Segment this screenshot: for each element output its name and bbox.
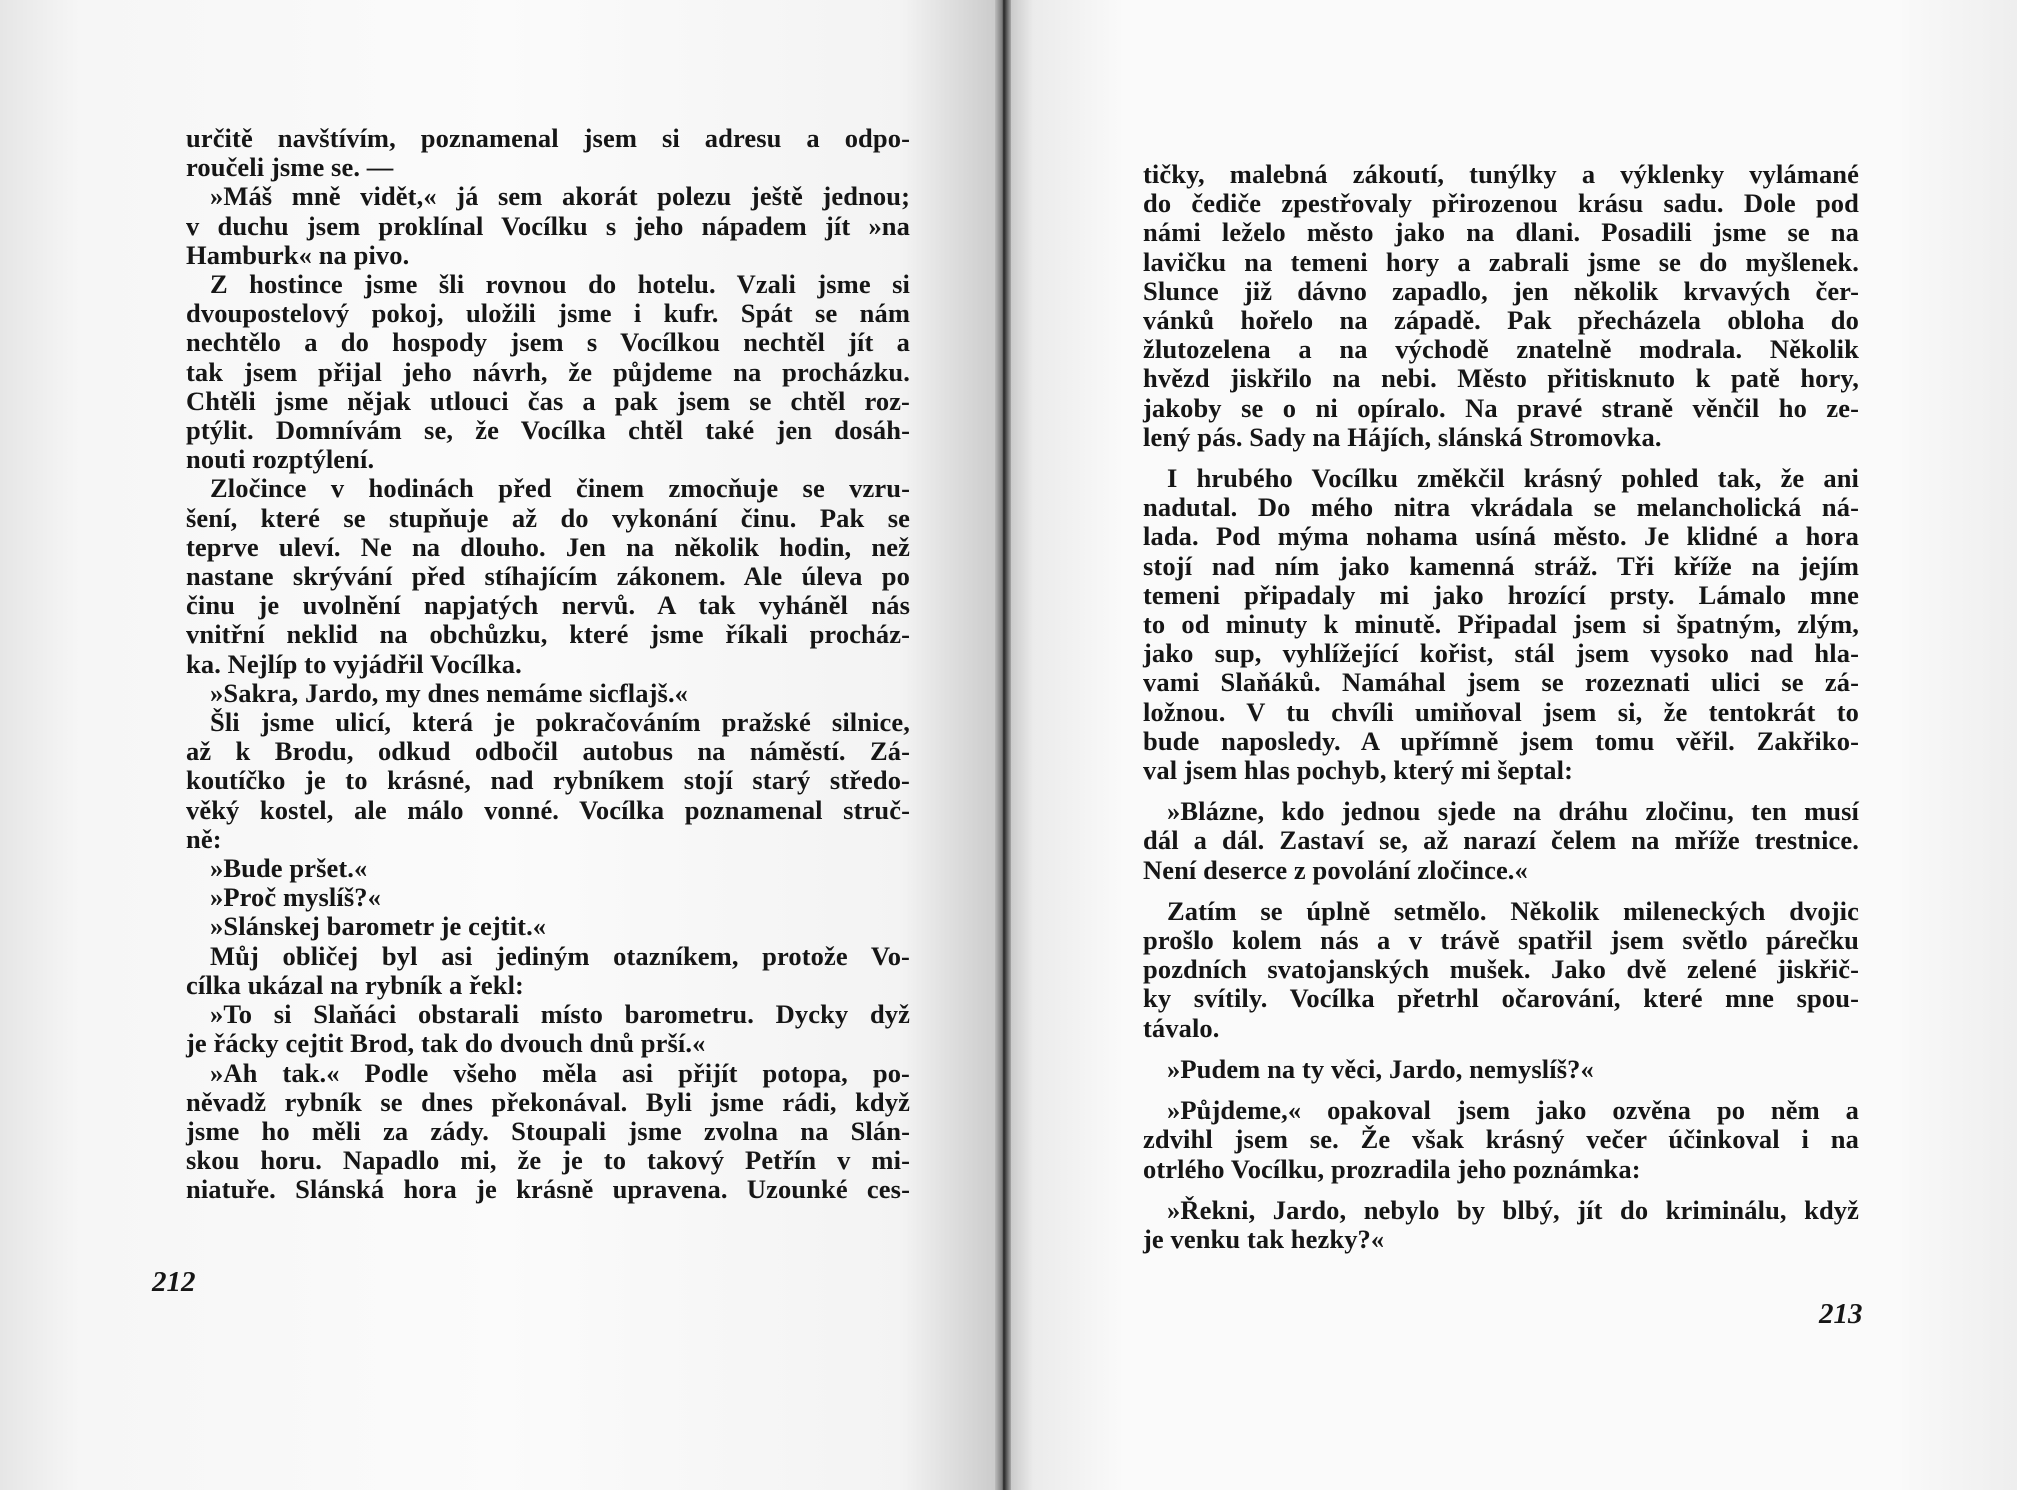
text-line: jsme ho měli za zády. Stoupali jsme zvolna na Slán- <box>186 1115 910 1146</box>
text-line: »Půjdeme,« opakoval jsem jako ozvěna po něm a <box>1167 1095 1859 1126</box>
text-line: lený pás. Sady na Hájích, slánská Stromovka. <box>1143 421 1662 452</box>
text-line: šení, které se stupňuje až do vykonání činu. Pak se <box>186 502 910 533</box>
text-line: skou horu. Napadlo mi, že je to takový Petřín v mi- <box>186 1145 910 1176</box>
text-line: »Bude pršet.« <box>210 853 368 884</box>
text-line: val jsem hlas pochyb, který mi šeptal: <box>1143 755 1573 786</box>
text-line: Šli jsme ulicí, která je pokračováním pražské silnice, <box>210 707 910 738</box>
text-line: »Pudem na ty věci, Jardo, nemyslíš?« <box>1167 1053 1594 1084</box>
text-line: bude naposledy. A upřímně jsem tomu věřil. Zakřiko- <box>1143 725 1859 756</box>
text-line: vánků hořelo na západě. Pak přecházela obloha do <box>1143 305 1859 336</box>
text-line: ka. Nejlíp to vyjádřil Vocílka. <box>186 648 522 679</box>
text-line: »To si Slaňáci obstarali místo barometru. Dycky dyž <box>210 999 910 1030</box>
text-line: lavičku na temeni hory a zabrali jsme se do myšlenek. <box>1143 246 1859 277</box>
text-line: je řácky cejtit Brod, tak do dvouch dnů prší.« <box>186 1028 706 1059</box>
book-gutter <box>995 0 1011 1490</box>
text-line: námi leželo město jako na dlani. Posadili jsme se na <box>1143 217 1859 248</box>
text-line: dál a dál. Zastaví se, až narazí čelem na mříže trestnice. <box>1143 825 1859 856</box>
text-line: temeni připadaly mi jako hrozící prsty. Lámalo mne <box>1143 579 1859 610</box>
text-line: nastane skrývání před stíhajícím zákonem. Ale úleva po <box>186 561 910 592</box>
text-line: Zločince v hodinách před činem zmocňuje se vzru- <box>210 473 910 504</box>
text-line: pozdních svatojanských mušek. Jako dvě zelené jiskřič- <box>1143 954 1859 985</box>
text-line: dvoupostelový pokoj, uložili jsme i kufr. Spát se nám <box>186 298 910 329</box>
text-line: Není deserce z povolání zločince.« <box>1143 854 1528 885</box>
text-line: jakoby se o ni opíralo. Na pravé straně věnčil ho ze- <box>1143 392 1859 423</box>
text-line: »Blázne, kdo jednou sjede na dráhu zločinu, ten musí <box>1167 796 1859 827</box>
text-line: nouti rozptýlení. <box>186 444 375 475</box>
text-line: ložnou. V tu chvíli umiňoval jsem si, že tentokrát to <box>1143 696 1859 727</box>
text-line: nechtělo a do hospody jsem s Vocílkou nechtěl jít a <box>186 327 910 358</box>
text-line: vami Slaňáků. Namáhal jsem se rozeznati ulici se zá- <box>1143 667 1859 698</box>
text-line: roučeli jsme se. — <box>186 152 394 183</box>
text-line: »Máš mně vidět,« já sem akorát polezu ještě jednou; <box>210 181 910 212</box>
right-page-text <box>1143 160 1859 1254</box>
text-line: činu je uvolnění napjatých nervů. A tak vyháněl nás <box>186 590 910 621</box>
text-line: zdvihl jsem se. Že však krásný večer účinkoval i na <box>1143 1124 1859 1155</box>
text-line: »Ah tak.« Podle všeho měla asi přijít potopa, po- <box>210 1057 910 1088</box>
text-line: Hamburk« na pivo. <box>186 239 410 270</box>
left-page-text <box>186 124 910 1205</box>
text-line: až k Brodu, odkud odbočil autobus na náměstí. Zá- <box>186 736 910 767</box>
text-line: nadutal. Do mého nitra vkrádala se melancholická ná- <box>1143 492 1859 523</box>
text-line: »Slánskej barometr je cejtit.« <box>210 911 547 942</box>
text-line: ptýlit. Domnívám se, že Vocílka chtěl také jen dosáh- <box>186 415 910 446</box>
text-line: teprve uleví. Ne na dlouho. Jen na několik hodin, než <box>186 531 910 562</box>
right-page <box>1003 0 2017 1490</box>
left-page <box>0 0 1003 1490</box>
text-line: v duchu jsem proklínal Vocílku s jeho nápadem jít »na <box>186 210 910 241</box>
text-line: něvadž rybník se dnes překonával. Byli jsme rádi, když <box>186 1086 910 1117</box>
text-line: stojí nad ním jako kamenná stráž. Tři kříže na jejím <box>1143 550 1859 581</box>
text-line: to od minuty k minutě. Připadal jsem si špatným, zlým, <box>1143 609 1859 640</box>
page-number: 213 <box>1819 1298 1863 1330</box>
text-line: ky svítily. Vocílka přetrhl očarování, které mne spou- <box>1143 983 1859 1014</box>
text-line: Slunce již dávno zapadlo, jen několik krvavých čer- <box>1143 275 1859 306</box>
text-line: Chtěli jsme nějak utlouci čas a pak jsem se chtěl roz- <box>186 385 910 416</box>
text-line: žlutozelena a na východě znatelně modrala. Několik <box>1143 334 1859 365</box>
text-line: koutíčko je to krásné, nad rybníkem stojí starý středo- <box>186 765 910 796</box>
text-line: távalo. <box>1143 1012 1220 1043</box>
text-line: prošlo kolem nás a v trávě spatřil jsem světlo párečku <box>1143 925 1859 956</box>
paragraph-gap <box>1143 1184 1859 1196</box>
text-line: cílka ukázal na rybník a řekl: <box>186 969 524 1000</box>
text-line: niatuře. Slánská hora je krásně upravena. Uzounké ces- <box>186 1174 910 1205</box>
text-line: věký kostel, ale málo vonné. Vocílka poznamenal struč- <box>186 794 910 825</box>
text-line: tak jsem přijal jeho návrh, že půjdeme na procházku. <box>186 356 910 387</box>
text-line: Můj obličej byl asi jediným otazníkem, protože Vo- <box>210 940 910 971</box>
text-line: tičky, malebná zákoutí, tunýlky a výklenky vylámané <box>1143 159 1859 189</box>
text-line: lada. Pod mýma nohama usíná město. Je klidné a hora <box>1143 521 1859 552</box>
page-number: 212 <box>152 1266 196 1298</box>
text-line: Z hostince jsme šli rovnou do hotelu. Vzali jsme si <box>210 269 910 300</box>
text-line: vnitřní neklid na obchůzku, které jsme říkali procház- <box>186 619 910 650</box>
text-line: hvězd jiskřilo na nebi. Město přitisknuto k patě hory, <box>1143 363 1859 394</box>
text-line: »Řekni, Jardo, nebylo by blbý, jít do kriminálu, když <box>1167 1194 1859 1225</box>
text-line: do čediče zpestřovaly přirozenou krásu sadu. Dole pod <box>1143 188 1859 219</box>
text-line: otrlého Vocílku, prozradila jeho poznámka: <box>1143 1153 1641 1184</box>
text-line: jako sup, vyhlížející kořist, stál jsem vysoko nad hla- <box>1143 638 1859 669</box>
text-line: je venku tak hezky?« <box>1143 1223 1385 1254</box>
text-line: ně: <box>186 823 222 854</box>
text-line: I hrubého Vocílku změkčil krásný pohled tak, že ani <box>1167 463 1859 494</box>
text-line: »Sakra, Jardo, my dnes nemáme sicflajš.« <box>210 677 689 708</box>
text-line: »Proč myslíš?« <box>210 882 381 913</box>
text-line: určitě navštívím, poznamenal jsem si adresu a odpo- <box>186 123 910 153</box>
text-line: Zatím se úplně setmělo. Několik mileneckých dvojic <box>1167 895 1859 926</box>
